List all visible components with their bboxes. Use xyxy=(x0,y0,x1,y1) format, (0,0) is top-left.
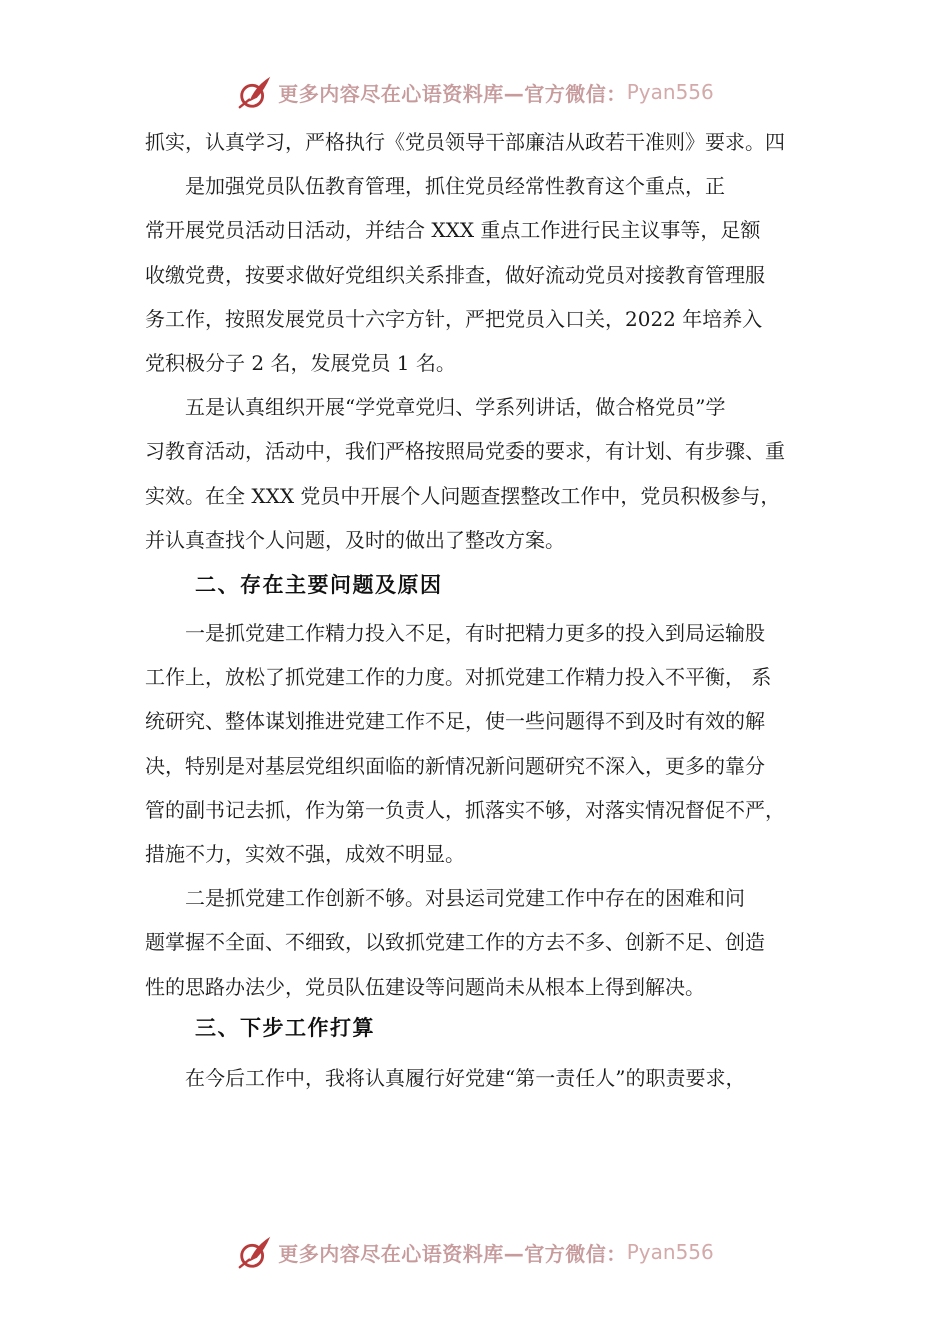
banner-text: 更多内容尽在心语资料库—官方微信： xyxy=(278,81,627,106)
text-line: 收缴党费，按要求做好党组织关系排查，做好流动党员对接教育管理服 xyxy=(145,262,765,287)
header-banner xyxy=(0,70,950,114)
text-line: 党积极分子 2 名，发展党员 1 名。 xyxy=(145,350,456,375)
section-heading-3: 三、下步工作打算 xyxy=(195,1016,375,1040)
text-line: 实效。在全 XXX 党员中开展个人问题查摆整改工作中，党员积极参与， xyxy=(145,483,781,508)
text-line: 题掌握不全面、不细致，以致抓党建工作的方去不多、创新不足、创造 xyxy=(145,930,765,955)
paragraph-block-2 xyxy=(145,611,825,1009)
text-line: 措施不力，实效不强，成效不明显。 xyxy=(145,841,465,866)
text-line: 管的副书记去抓，作为第一负责人，抓落实不够，对落实情况督促不严， xyxy=(145,797,785,822)
text-line: 决，特别是对基层党组织面临的新情况新问题研究不深入，更多的靠分 xyxy=(145,753,765,778)
banner-wechat-id: Pyan556 xyxy=(626,1240,714,1264)
banner-wechat-id: Pyan556 xyxy=(626,80,714,104)
text-line: 在今后工作中，我将认真履行好党建“第一责任人”的职责要求， xyxy=(145,1066,746,1090)
text-line: 统研究、整体谋划推进党建工作不足，使一些问题得不到及时有效的解 xyxy=(145,709,765,734)
banner-text: 更多内容尽在心语资料库—官方微信： xyxy=(278,1241,627,1266)
text-line: 常开展党员活动日活动，并结合 XXX 重点工作进行民主议事等，足额 xyxy=(145,218,761,243)
text-line: 是加强党员队伍教育管理，抓住党员经常性教育这个重点，正 xyxy=(145,174,725,199)
text-line: 一是抓党建工作精力投入不足，有时把精力更多的投入到局运输股 xyxy=(145,621,765,645)
paragraph-block-3 xyxy=(145,1056,825,1100)
feather-logo-icon xyxy=(236,1232,274,1272)
text-line: 工作上，放松了抓党建工作的力度。对抓党建工作精力投入不平衡， 系 xyxy=(145,665,772,690)
footer-banner xyxy=(0,1230,950,1274)
paragraph-block-1 xyxy=(145,120,825,562)
text-line: 习教育活动，活动中，我们严格按照局党委的要求，有计划、有步骤、重 xyxy=(145,439,785,464)
text-line: 务工作，按照发展党员十六字方针，严把党员入口关，2022 年培养入 xyxy=(145,306,763,331)
section-heading-2: 二、存在主要问题及原因 xyxy=(195,573,443,597)
text-line: 性的思路办法少，党员队伍建设等问题尚未从根本上得到解决。 xyxy=(145,974,705,999)
feather-logo-icon xyxy=(236,72,274,112)
text-line: 抓实，认真学习，严格执行《党员领导干部廉洁从政若干准则》要求。四 xyxy=(145,130,785,154)
text-line: 二是抓党建工作创新不够。对县运司党建工作中存在的困难和问 xyxy=(145,886,745,911)
text-line: 五是认真组织开展“学党章党归、学系列讲话，做合格党员”学 xyxy=(145,395,726,420)
text-line: 并认真查找个人问题，及时的做出了整改方案。 xyxy=(145,527,565,552)
